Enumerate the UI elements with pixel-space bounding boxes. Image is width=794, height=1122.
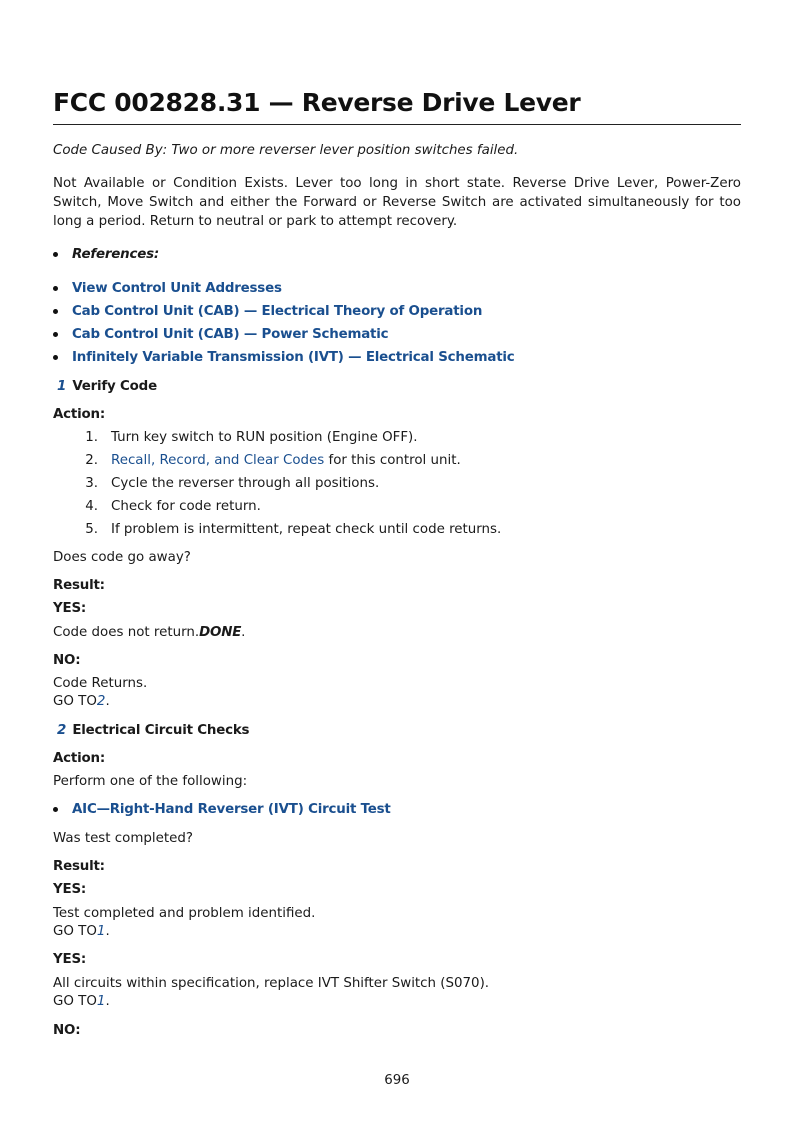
step-1-question: Does code go away? [53, 550, 191, 565]
step-2-number: 2 [57, 723, 67, 738]
step-2-yes2-label: YES: [53, 952, 87, 967]
step-1-action-label: Action: [53, 407, 105, 422]
goto-step-1-link[interactable]: 1 [96, 994, 106, 1009]
page-title: FCC 002828.31 — Reverse Drive Lever [53, 88, 741, 125]
bullet-icon [53, 252, 58, 257]
step-1-no-text: Code Returns. [53, 676, 148, 691]
bullet-icon [53, 332, 58, 337]
action-number: 2. [85, 453, 98, 468]
action-number: 5. [85, 522, 98, 537]
step-2-title: Electrical Circuit Checks [72, 723, 250, 738]
step-2-action-label: Action: [53, 751, 105, 766]
step-2-heading [57, 721, 249, 740]
step-1-no-label: NO: [53, 653, 81, 668]
bullet-icon [53, 807, 58, 812]
recall-codes-link[interactable]: Recall, Record, and Clear Codes [111, 453, 325, 468]
action-number: 4. [85, 499, 98, 514]
description-paragraph: Not Available or Condition Exists. Lever too long in short state. Reverse Drive Lever, Power-Zero Switch, Move Switch and either the Forward or Reverse Switch are activated simultaneously for too long a period. Return to neutral or park to attempt recovery. [53, 176, 741, 229]
reference-link-cab-theory[interactable]: Cab Control Unit (CAB) — Electrical Theory of Operation [72, 304, 483, 319]
bullet-icon [53, 355, 58, 360]
action-item: If problem is intermittent, repeat check until code returns. [111, 522, 502, 537]
step-2-action-text: Perform one of the following: [53, 774, 248, 789]
reference-link-cab-power-schematic[interactable]: Cab Control Unit (CAB) — Power Schematic [72, 327, 389, 342]
done-label: DONE [199, 625, 242, 640]
step-2-yes1-goto: GO TO1. [53, 924, 110, 939]
action-item: Turn key switch to RUN position (Engine OFF). [111, 430, 418, 445]
action-item: Recall, Record, and Clear Codes for this control unit. [111, 453, 461, 468]
step-2-yes1-label: YES: [53, 882, 87, 897]
goto-step-1-link[interactable]: 1 [96, 924, 106, 939]
step-2-yes2-text: All circuits within specification, replace IVT Shifter Switch (S070). [53, 976, 490, 991]
step-2-question: Was test completed? [53, 831, 193, 846]
step-1-yes-text: Code does not return.DONE. [53, 625, 246, 640]
step-1-goto: GO TO2. [53, 694, 110, 709]
page-number: 696 [384, 1073, 410, 1088]
bullet-icon [53, 286, 58, 291]
step-1-heading [57, 377, 157, 396]
step-1-yes-label: YES: [53, 601, 87, 616]
action-number: 3. [85, 476, 98, 491]
bullet-icon [53, 309, 58, 314]
code-cause: Code Caused By: Two or more reverser lever position switches failed. [53, 143, 519, 158]
step-1-number: 1 [57, 379, 67, 394]
action-item: Cycle the reverser through all positions. [111, 476, 380, 491]
step-2-no-label: NO: [53, 1023, 81, 1038]
step-1-result-label: Result: [53, 578, 105, 593]
reference-link-ivt-schematic[interactable]: Infinitely Variable Transmission (IVT) — Electrical Schematic [72, 350, 515, 365]
circuit-test-link[interactable]: AIC—Right-Hand Reverser (IVT) Circuit Test [72, 802, 391, 817]
step-1-title: Verify Code [72, 379, 157, 394]
step-2-result-label: Result: [53, 859, 105, 874]
action-number: 1. [85, 430, 98, 445]
reference-link-control-unit-addresses[interactable]: View Control Unit Addresses [72, 281, 282, 296]
step-2-yes1-text: Test completed and problem identified. [53, 906, 316, 921]
step-2-yes2-goto: GO TO1. [53, 994, 110, 1009]
action-item: Check for code return. [111, 499, 261, 514]
goto-step-2-link[interactable]: 2 [96, 694, 106, 709]
references-label: References: [72, 247, 159, 262]
